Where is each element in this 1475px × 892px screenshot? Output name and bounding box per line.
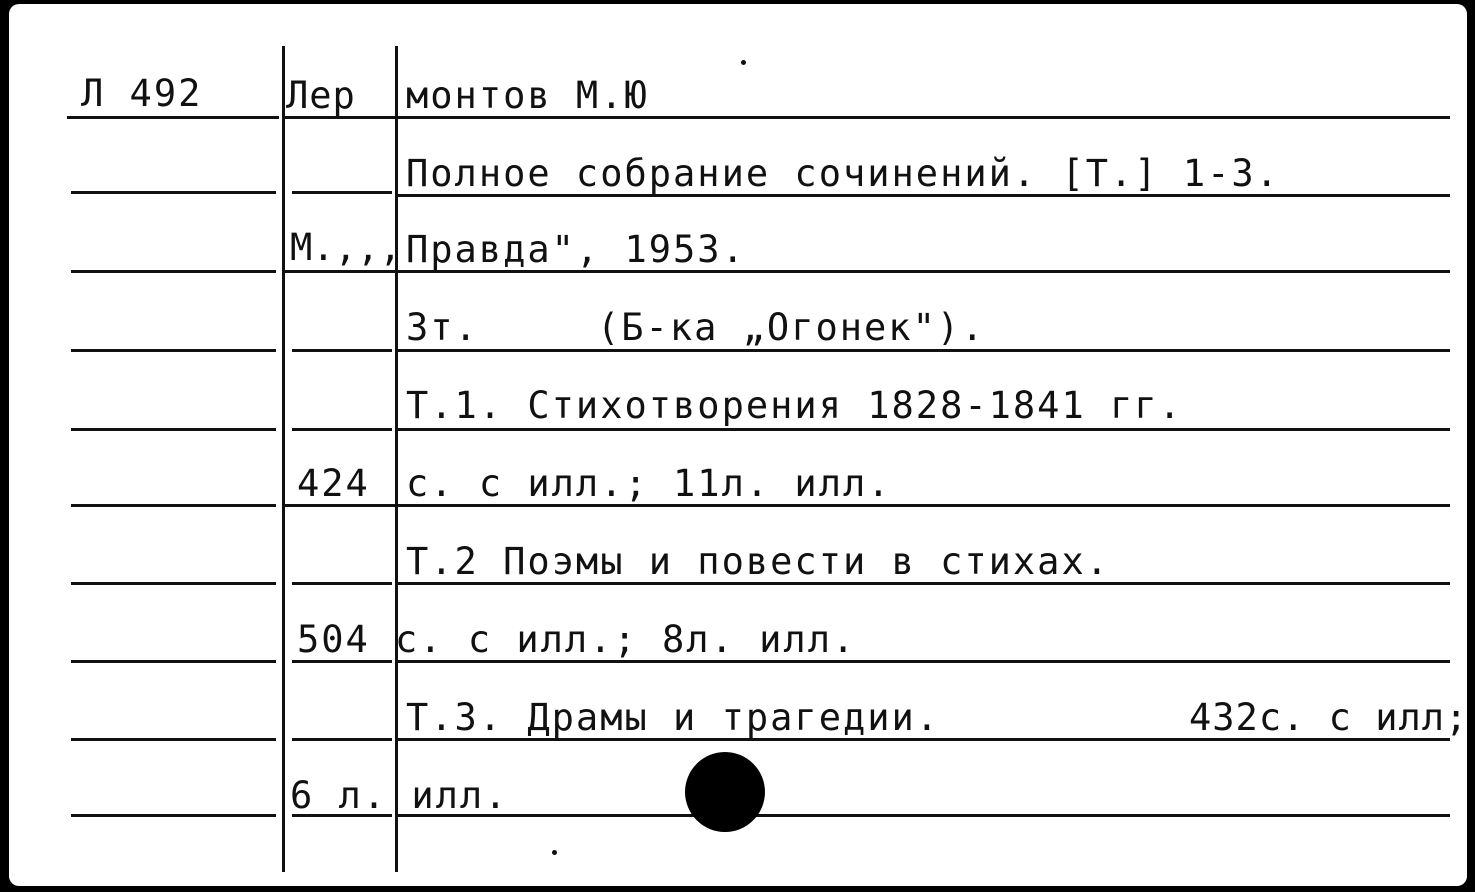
- call-number: Л 492: [81, 72, 203, 115]
- rule-row-10-left: [71, 814, 276, 817]
- vol2-pages: 504: [297, 618, 370, 661]
- column-rule-right: [395, 46, 398, 872]
- column-rule-left: [282, 46, 285, 872]
- rule-row-2-mid: [292, 191, 392, 194]
- rule-row-3-left: [71, 270, 276, 273]
- rule-row-8-left: [71, 660, 276, 663]
- series: (Б-ка „Огонек").: [597, 306, 986, 349]
- vol2-desc: с. с илл.; 8л. илл.: [395, 618, 857, 661]
- vol2-title: Т.2 Поэмы и повести в стихах.: [406, 540, 1111, 583]
- rule-row-9-left: [71, 738, 276, 741]
- place: М.,,,: [290, 226, 402, 269]
- punch-hole: [685, 752, 765, 832]
- rule-row-4-mid: [292, 349, 392, 352]
- ink-dot: [741, 60, 746, 65]
- rule-row-5-mid: [292, 428, 392, 431]
- rule-row-10-right: [398, 814, 1450, 817]
- ink-dot: [552, 850, 557, 855]
- vol3-pages-desc: 432с. с илл;: [1189, 696, 1469, 739]
- rule-row-1-left: [67, 116, 279, 119]
- rule-row-2-left: [71, 191, 276, 194]
- vol1-desc: с. с илл.; 11л. илл.: [406, 462, 892, 505]
- author-rest: монтов М.Ю: [406, 74, 649, 117]
- rule-row-5-left: [71, 428, 276, 431]
- rule-row-5-right: [398, 428, 1450, 431]
- title-line: Полное собрание сочинений. [Т.] 1-3.: [406, 152, 1280, 195]
- rule-row-9-mid: [292, 738, 392, 741]
- publisher-year: Правда", 1953.: [406, 228, 746, 271]
- volumes: 3т.: [406, 306, 479, 349]
- vol3-plates: 6 л. илл.: [290, 774, 509, 817]
- rule-row-6-left: [71, 504, 276, 507]
- author-abbr: Лер: [286, 74, 356, 117]
- vol1-pages: 424: [297, 462, 370, 505]
- rule-row-3-mid: [285, 270, 395, 273]
- vol3-title: Т.3. Драмы и трагедии.: [406, 696, 941, 739]
- catalog-card: [9, 4, 1467, 886]
- rule-row-4-left: [71, 349, 276, 352]
- rule-row-7-left: [71, 582, 276, 585]
- vol1-title: Т.1. Стихотворения 1828-1841 гг.: [406, 384, 1183, 427]
- rule-row-7-mid: [292, 582, 392, 585]
